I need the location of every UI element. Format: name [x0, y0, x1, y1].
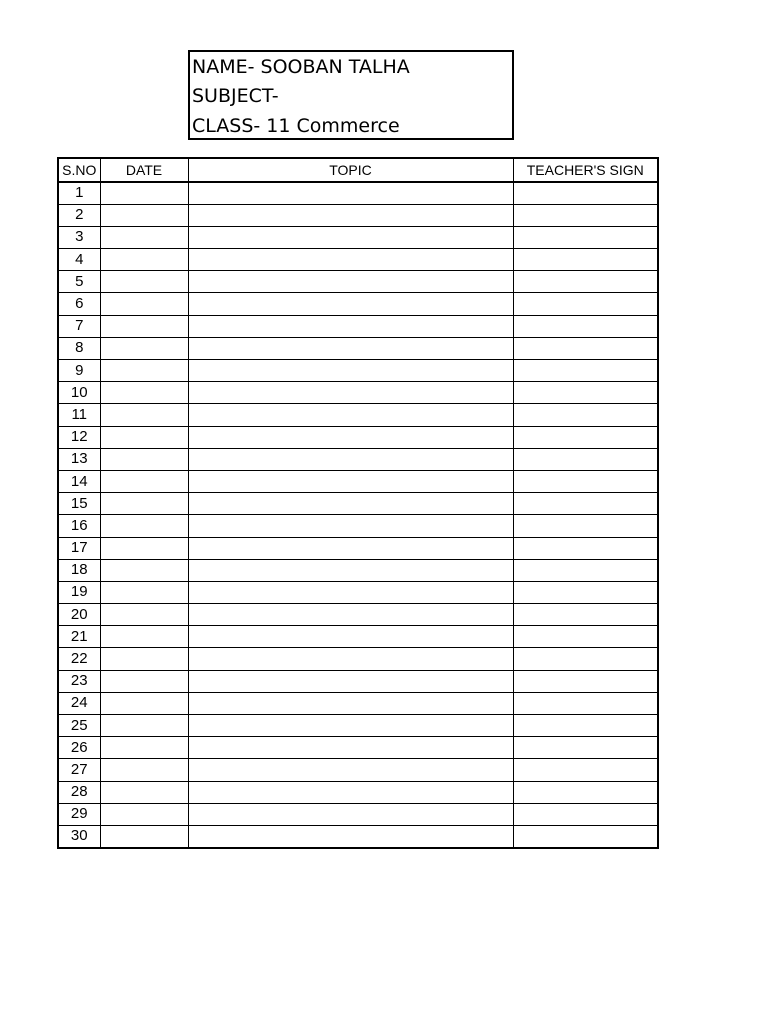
- row-number-cell: 14: [58, 470, 100, 492]
- row-number-cell: 24: [58, 692, 100, 714]
- teachers-sign-cell[interactable]: [513, 737, 658, 759]
- row-number-cell: 28: [58, 781, 100, 803]
- date-cell[interactable]: [100, 404, 188, 426]
- table-row: [58, 493, 658, 515]
- table-row: [58, 448, 658, 470]
- table-row: [58, 604, 658, 626]
- table-row: [58, 204, 658, 226]
- date-cell[interactable]: [100, 803, 188, 825]
- topic-cell[interactable]: [188, 426, 513, 448]
- topic-cell[interactable]: [188, 581, 513, 603]
- topic-cell[interactable]: [188, 337, 513, 359]
- column-header-date: DATE: [100, 158, 188, 182]
- row-number-cell: 23: [58, 670, 100, 692]
- date-cell[interactable]: [100, 781, 188, 803]
- table-row: [58, 781, 658, 803]
- row-number-cell: 8: [58, 337, 100, 359]
- row-number-cell: 2: [58, 204, 100, 226]
- table-row: [58, 537, 658, 559]
- topic-cell[interactable]: [188, 692, 513, 714]
- table-row: [58, 249, 658, 271]
- date-cell[interactable]: [100, 360, 188, 382]
- topic-cell[interactable]: [188, 648, 513, 670]
- table-row: [58, 825, 658, 847]
- row-number-cell: 30: [58, 825, 100, 847]
- table-row: [58, 559, 658, 581]
- teachers-sign-cell[interactable]: [513, 404, 658, 426]
- date-cell[interactable]: [100, 604, 188, 626]
- date-cell[interactable]: [100, 759, 188, 781]
- date-cell[interactable]: [100, 626, 188, 648]
- column-header-topic: TOPIC: [188, 158, 513, 182]
- topic-cell[interactable]: [188, 559, 513, 581]
- teachers-sign-cell[interactable]: [513, 315, 658, 337]
- row-number-cell: 4: [58, 249, 100, 271]
- row-number-cell: 9: [58, 360, 100, 382]
- table-row: [58, 360, 658, 382]
- row-number-cell: 17: [58, 537, 100, 559]
- column-header-sno: S.NO: [58, 158, 100, 182]
- topic-cell[interactable]: [188, 360, 513, 382]
- teachers-sign-cell[interactable]: [513, 204, 658, 226]
- table-row: [58, 670, 658, 692]
- date-cell[interactable]: [100, 448, 188, 470]
- table-row: [58, 226, 658, 248]
- teachers-sign-cell[interactable]: [513, 271, 658, 293]
- student-name: NAME- SOOBAN TALHA: [192, 56, 410, 78]
- teachers-sign-cell[interactable]: [513, 825, 658, 847]
- teachers-sign-cell[interactable]: [513, 670, 658, 692]
- date-cell[interactable]: [100, 337, 188, 359]
- table-row: [58, 581, 658, 603]
- teachers-sign-cell[interactable]: [513, 293, 658, 315]
- teachers-sign-cell[interactable]: [513, 581, 658, 603]
- table-row: [58, 648, 658, 670]
- teachers-sign-cell[interactable]: [513, 493, 658, 515]
- teachers-sign-cell[interactable]: [513, 648, 658, 670]
- topic-cell[interactable]: [188, 537, 513, 559]
- class-line: CLASS- 11 Commerce: [192, 115, 400, 137]
- topic-cell[interactable]: [188, 803, 513, 825]
- topic-cell[interactable]: [188, 470, 513, 492]
- date-cell[interactable]: [100, 692, 188, 714]
- topic-cell[interactable]: [188, 825, 513, 847]
- topic-cell[interactable]: [188, 759, 513, 781]
- teachers-sign-cell[interactable]: [513, 559, 658, 581]
- row-number-cell: 13: [58, 448, 100, 470]
- teachers-sign-cell[interactable]: [513, 715, 658, 737]
- teachers-sign-cell[interactable]: [513, 360, 658, 382]
- record-table: [57, 157, 659, 849]
- topic-cell[interactable]: [188, 515, 513, 537]
- teachers-sign-cell[interactable]: [513, 781, 658, 803]
- table-row: [58, 759, 658, 781]
- teachers-sign-cell[interactable]: [513, 803, 658, 825]
- topic-cell[interactable]: [188, 271, 513, 293]
- table-row: [58, 426, 658, 448]
- table-row: [58, 470, 658, 492]
- table-row: [58, 182, 658, 204]
- date-cell[interactable]: [100, 715, 188, 737]
- topic-cell[interactable]: [188, 781, 513, 803]
- teachers-sign-cell[interactable]: [513, 604, 658, 626]
- date-cell[interactable]: [100, 581, 188, 603]
- topic-cell[interactable]: [188, 604, 513, 626]
- row-number-cell: 16: [58, 515, 100, 537]
- teachers-sign-cell[interactable]: [513, 182, 658, 204]
- teachers-sign-cell[interactable]: [513, 692, 658, 714]
- row-number-cell: 25: [58, 715, 100, 737]
- row-number-cell: 22: [58, 648, 100, 670]
- topic-cell[interactable]: [188, 670, 513, 692]
- date-cell[interactable]: [100, 426, 188, 448]
- table-row: [58, 293, 658, 315]
- topic-cell[interactable]: [188, 626, 513, 648]
- teachers-sign-cell[interactable]: [513, 382, 658, 404]
- column-header-teachers-sign: TEACHER'S SIGN: [513, 158, 658, 182]
- row-number-cell: 7: [58, 315, 100, 337]
- teachers-sign-cell[interactable]: [513, 470, 658, 492]
- topic-cell[interactable]: [188, 315, 513, 337]
- teachers-sign-cell[interactable]: [513, 226, 658, 248]
- date-cell[interactable]: [100, 737, 188, 759]
- date-cell[interactable]: [100, 648, 188, 670]
- topic-cell[interactable]: [188, 737, 513, 759]
- teachers-sign-cell[interactable]: [513, 759, 658, 781]
- row-number-cell: 18: [58, 559, 100, 581]
- table-row: [58, 337, 658, 359]
- date-cell[interactable]: [100, 315, 188, 337]
- student-info-box: [188, 50, 514, 140]
- row-number-cell: 15: [58, 493, 100, 515]
- teachers-sign-cell[interactable]: [513, 448, 658, 470]
- date-cell[interactable]: [100, 537, 188, 559]
- table-row: [58, 271, 658, 293]
- row-number-cell: 29: [58, 803, 100, 825]
- row-number-cell: 5: [58, 271, 100, 293]
- table-row: [58, 515, 658, 537]
- teachers-sign-cell[interactable]: [513, 337, 658, 359]
- table-row: [58, 692, 658, 714]
- table-row: [58, 315, 658, 337]
- topic-cell[interactable]: [188, 293, 513, 315]
- date-cell[interactable]: [100, 226, 188, 248]
- row-number-cell: 21: [58, 626, 100, 648]
- row-number-cell: 6: [58, 293, 100, 315]
- date-cell[interactable]: [100, 249, 188, 271]
- topic-cell[interactable]: [188, 182, 513, 204]
- topic-cell[interactable]: [188, 715, 513, 737]
- teachers-sign-cell[interactable]: [513, 515, 658, 537]
- teachers-sign-cell[interactable]: [513, 426, 658, 448]
- teachers-sign-cell[interactable]: [513, 249, 658, 271]
- table-row: [58, 715, 658, 737]
- table-row: [58, 626, 658, 648]
- topic-cell[interactable]: [188, 404, 513, 426]
- topic-cell[interactable]: [188, 493, 513, 515]
- date-cell[interactable]: [100, 271, 188, 293]
- date-cell[interactable]: [100, 559, 188, 581]
- date-cell[interactable]: [100, 825, 188, 847]
- table-row: [58, 404, 658, 426]
- subject-line: SUBJECT-: [192, 85, 279, 107]
- table-row: [58, 382, 658, 404]
- table-header-row: [58, 158, 658, 182]
- date-cell[interactable]: [100, 382, 188, 404]
- row-number-cell: 26: [58, 737, 100, 759]
- row-number-cell: 3: [58, 226, 100, 248]
- topic-cell[interactable]: [188, 204, 513, 226]
- date-cell[interactable]: [100, 515, 188, 537]
- date-cell[interactable]: [100, 293, 188, 315]
- row-number-cell: 27: [58, 759, 100, 781]
- date-cell[interactable]: [100, 204, 188, 226]
- row-number-cell: 12: [58, 426, 100, 448]
- table-row: [58, 737, 658, 759]
- date-cell[interactable]: [100, 182, 188, 204]
- topic-cell[interactable]: [188, 448, 513, 470]
- teachers-sign-cell[interactable]: [513, 626, 658, 648]
- date-cell[interactable]: [100, 670, 188, 692]
- topic-cell[interactable]: [188, 226, 513, 248]
- table-row: [58, 803, 658, 825]
- date-cell[interactable]: [100, 493, 188, 515]
- topic-cell[interactable]: [188, 382, 513, 404]
- date-cell[interactable]: [100, 470, 188, 492]
- row-number-cell: 10: [58, 382, 100, 404]
- topic-cell[interactable]: [188, 249, 513, 271]
- row-number-cell: 1: [58, 182, 100, 204]
- teachers-sign-cell[interactable]: [513, 537, 658, 559]
- row-number-cell: 11: [58, 404, 100, 426]
- row-number-cell: 19: [58, 581, 100, 603]
- row-number-cell: 20: [58, 604, 100, 626]
